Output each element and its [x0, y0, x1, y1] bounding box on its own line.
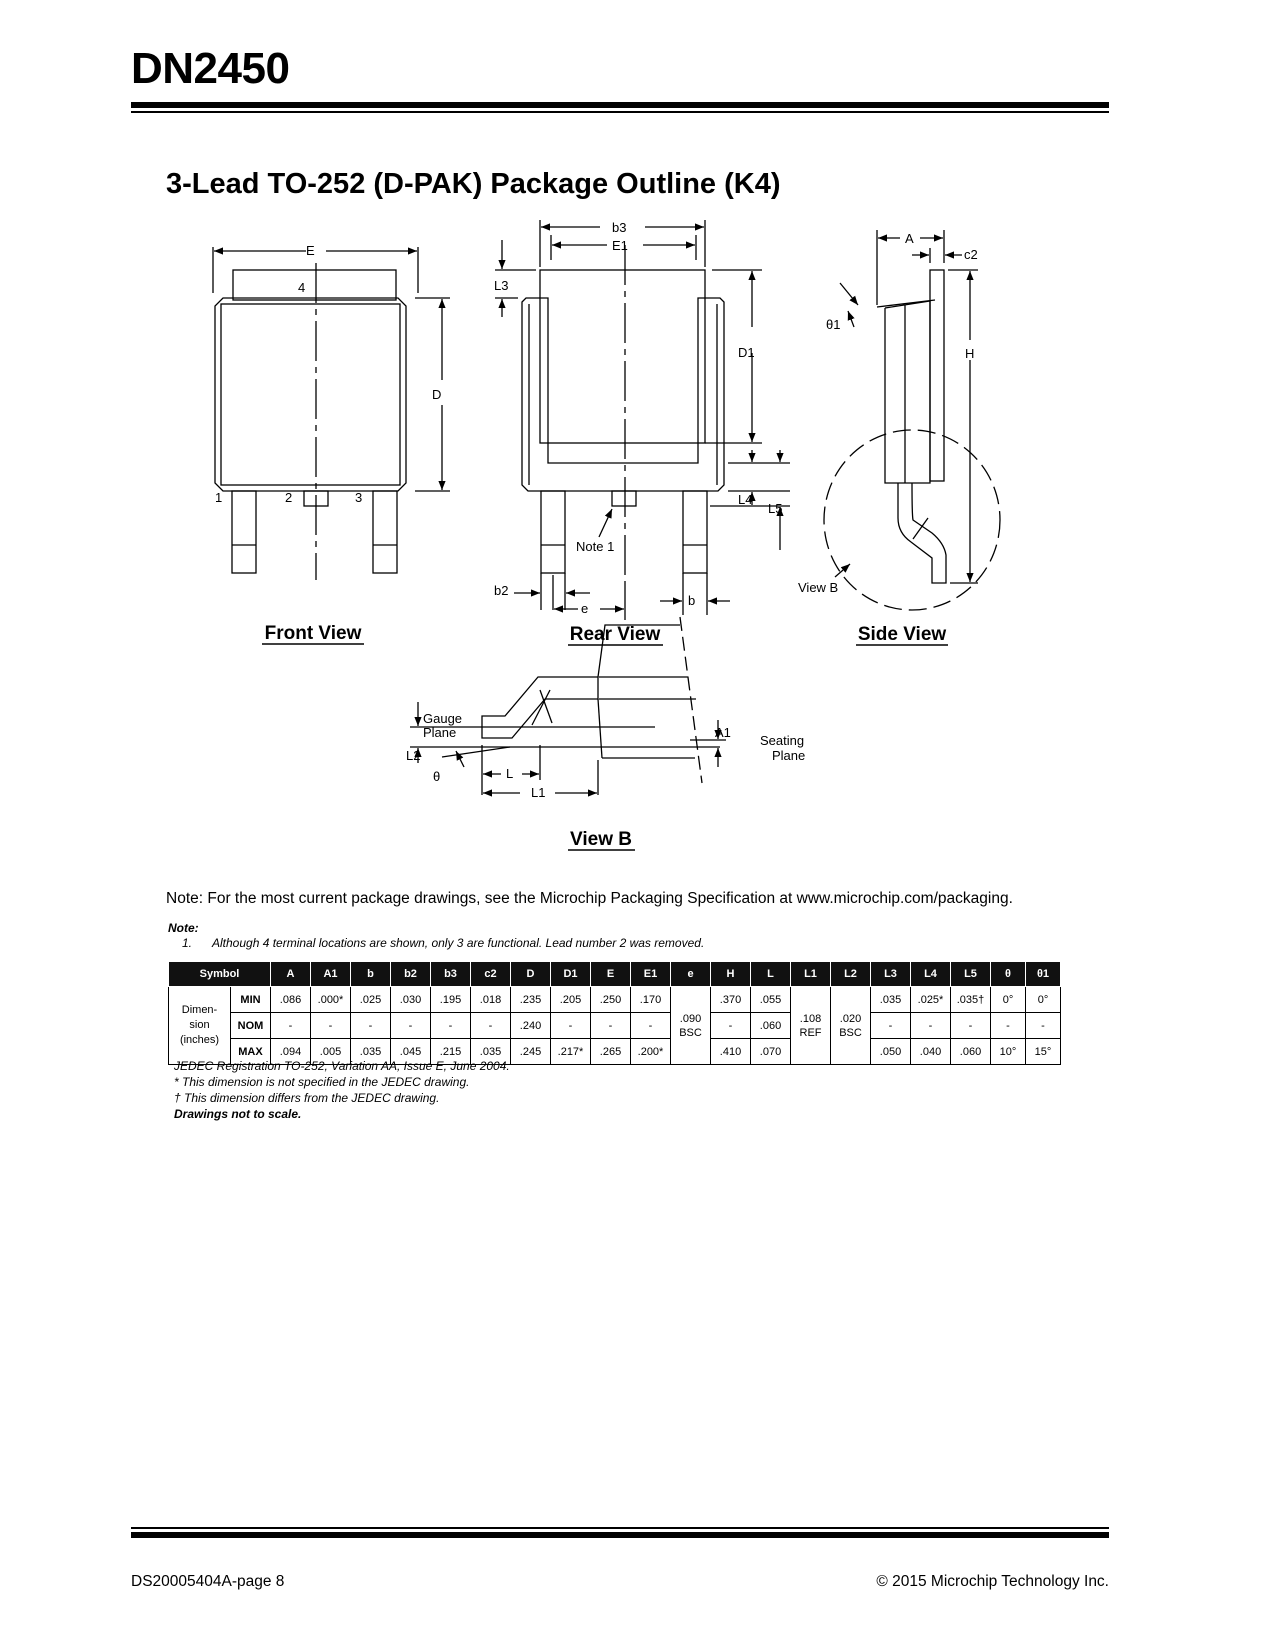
side-label-c2: c2 [964, 247, 978, 262]
table-cell-span-L2 [831, 987, 871, 1065]
footnote-jedec: JEDEC Registration TO-252, Variation AA, Issue E, June 2004. [174, 1059, 510, 1073]
header-rule-thin [131, 111, 1109, 113]
caption-side-view: Side View [857, 624, 947, 645]
caption-rear-view: Rear View [569, 624, 661, 645]
table-cell: - [391, 1013, 431, 1039]
table-cell: .245 [511, 1039, 551, 1065]
viewb-label-seating: Seating [760, 733, 805, 748]
table-row-min [169, 987, 1061, 1013]
footer-rule-thick [131, 1532, 1109, 1538]
col-e: e [671, 962, 711, 987]
col-c2: c2 [471, 962, 511, 987]
col-A1: A1 [311, 962, 351, 987]
col-E1: E1 [631, 962, 671, 987]
table-cell: .070 [751, 1039, 791, 1065]
table-cell: 0° [991, 987, 1026, 1013]
footer-copyright: © 2015 Microchip Technology Inc. [876, 1573, 1109, 1590]
row-label: MAX [231, 1039, 271, 1065]
front-label-D: D [432, 387, 442, 402]
col-L4: L4 [911, 962, 951, 987]
front-label-pin2: 2 [285, 490, 293, 505]
rear-view-drawing [495, 220, 790, 620]
table-cell: .055 [751, 987, 791, 1013]
table-cell: - [351, 1013, 391, 1039]
row-label: MIN [231, 987, 271, 1013]
dimension-group-label [169, 987, 231, 1065]
table-cell: - [431, 1013, 471, 1039]
table-cell: .060 [951, 1039, 991, 1065]
table-cell: .094 [271, 1039, 311, 1065]
caption-front-view: Front View [264, 623, 362, 644]
col-b: b [351, 962, 391, 987]
table-cell: .240 [511, 1013, 551, 1039]
footer-doc-number: DS20005404A-page 8 [131, 1573, 285, 1590]
table-header-row [169, 962, 1061, 987]
col-H: H [711, 962, 751, 987]
row-label: NOM [231, 1013, 271, 1039]
table-cell: .035 [351, 1039, 391, 1065]
table-cell: .035† [951, 987, 991, 1013]
rear-label-L3: L3 [494, 278, 509, 293]
table-cell: - [311, 1013, 351, 1039]
col-D1: D1 [551, 962, 591, 987]
table-cell: .205 [551, 987, 591, 1013]
side-label-A: A [905, 231, 914, 246]
table-row-nom [169, 1013, 1061, 1039]
table-cell: .200* [631, 1039, 671, 1065]
rear-label-D1: D1 [738, 345, 755, 360]
table-cell: .050 [871, 1039, 911, 1065]
note-text: Although 4 terminal locations are shown, only 3 are functional. Lead number 2 was removed. [212, 936, 705, 950]
table-cell: .035 [471, 1039, 511, 1065]
table-cell: - [951, 1013, 991, 1039]
dimension-table [168, 961, 1061, 1065]
table-cell: .045 [391, 1039, 431, 1065]
col-theta1: θ1 [1026, 962, 1061, 987]
span-e-note: BSC [679, 1026, 702, 1039]
front-label-pin4: 4 [298, 280, 306, 295]
viewb-label-A1: A1 [715, 725, 731, 740]
col-E: E [591, 962, 631, 987]
viewb-label-L2: L2 [406, 748, 421, 763]
front-label-E: E [306, 243, 315, 258]
viewb-label-gauge: Gauge [423, 711, 463, 726]
front-view-drawing [213, 247, 450, 580]
span-e-value: .090 [679, 1012, 702, 1025]
side-view-drawing [824, 230, 1000, 610]
table-cell: - [911, 1013, 951, 1039]
viewb-label-seating-plane: Plane [772, 748, 806, 763]
view-b-drawing [410, 617, 726, 795]
rear-label-note1: Note 1 [576, 539, 615, 554]
table-cell: .018 [471, 987, 511, 1013]
symbol-header: Symbol [169, 962, 271, 987]
span-L2-value: .020 [839, 1012, 862, 1025]
table-cell: .250 [591, 987, 631, 1013]
group-label-line2: sion [189, 1019, 210, 1031]
packaging-note: Note: For the most current package drawings, see the Microchip Packaging Specification at www.microchip.com/packaging. [166, 890, 1013, 907]
col-b3: b3 [431, 962, 471, 987]
table-cell: .025* [911, 987, 951, 1013]
span-L1-value: .108 [799, 1012, 822, 1025]
table-cell: - [631, 1013, 671, 1039]
viewb-label-theta: θ [433, 769, 441, 784]
col-theta: θ [991, 962, 1026, 987]
table-cell: - [711, 1013, 751, 1039]
col-A: A [271, 962, 311, 987]
group-label-line1: Dimen- [181, 1004, 218, 1016]
table-cell: .235 [511, 987, 551, 1013]
viewb-label-L: L [506, 766, 514, 781]
footnote-dagger: † This dimension differs from the JEDEC drawing. [174, 1091, 440, 1105]
footer-rule-thin [131, 1527, 1109, 1529]
table-cell: .265 [591, 1039, 631, 1065]
table-cell: .217* [551, 1039, 591, 1065]
front-label-pin3: 3 [355, 490, 363, 505]
rear-label-b3: b3 [612, 220, 627, 235]
table-cell: .040 [911, 1039, 951, 1065]
viewb-label-L1: L1 [531, 785, 546, 800]
rear-label-L4: L4 [738, 492, 753, 507]
table-cell: .005 [311, 1039, 351, 1065]
table-cell: - [551, 1013, 591, 1039]
header-rule-thick [131, 102, 1109, 108]
rear-label-b: b [688, 593, 696, 608]
note-heading: Note: [168, 921, 199, 935]
table-cell: - [471, 1013, 511, 1039]
note-item [182, 936, 704, 950]
side-label-H: H [965, 346, 975, 361]
col-L5: L5 [951, 962, 991, 987]
col-L: L [751, 962, 791, 987]
col-L2: L2 [831, 962, 871, 987]
table-cell: .060 [751, 1013, 791, 1039]
table-cell: .035 [871, 987, 911, 1013]
rear-label-e: e [581, 601, 589, 616]
rear-label-L5: L5 [768, 501, 783, 516]
rear-label-E1: E1 [612, 238, 628, 253]
table-cell-span-L1 [791, 987, 831, 1065]
table-cell: .170 [631, 987, 671, 1013]
table-cell: - [871, 1013, 911, 1039]
viewb-label-gauge-plane: Plane [423, 725, 457, 740]
package-outline-drawing [0, 215, 1275, 865]
table-cell: 0° [1026, 987, 1061, 1013]
package-title: 3-Lead TO-252 (D-PAK) Package Outline (K4) [166, 168, 781, 200]
col-b2: b2 [391, 962, 431, 987]
span-L2-note: BSC [839, 1026, 862, 1039]
table-cell: - [271, 1013, 311, 1039]
table-cell: .215 [431, 1039, 471, 1065]
caption-view-b: View B [570, 829, 632, 850]
table-cell-span-e [671, 987, 711, 1065]
table-cell: .025 [351, 987, 391, 1013]
table-cell: .370 [711, 987, 751, 1013]
footnote-not-to-scale: Drawings not to scale. [174, 1107, 302, 1121]
span-L1-note: REF [799, 1026, 822, 1039]
table-cell: - [1026, 1013, 1061, 1039]
footnote-asterisk: * This dimension is not specified in the JEDEC drawing. [174, 1075, 470, 1089]
side-label-view-b: View B [798, 580, 839, 595]
col-L3: L3 [871, 962, 911, 987]
table-cell: .195 [431, 987, 471, 1013]
note-number: 1. [182, 936, 193, 950]
rear-label-b2: b2 [494, 583, 509, 598]
col-D: D [511, 962, 551, 987]
side-label-theta1: θ1 [826, 317, 841, 332]
table-cell: .000* [311, 987, 351, 1013]
table-cell: - [591, 1013, 631, 1039]
table-cell: .030 [391, 987, 431, 1013]
table-cell: 15° [1026, 1039, 1061, 1065]
table-cell: 10° [991, 1039, 1026, 1065]
col-L1: L1 [791, 962, 831, 987]
group-label-line3: (inches) [179, 1034, 220, 1046]
front-label-pin1: 1 [215, 490, 223, 505]
document-title: DN2450 [131, 44, 290, 93]
table-cell: .410 [711, 1039, 751, 1065]
table-cell: - [991, 1013, 1026, 1039]
table-cell: .086 [271, 987, 311, 1013]
